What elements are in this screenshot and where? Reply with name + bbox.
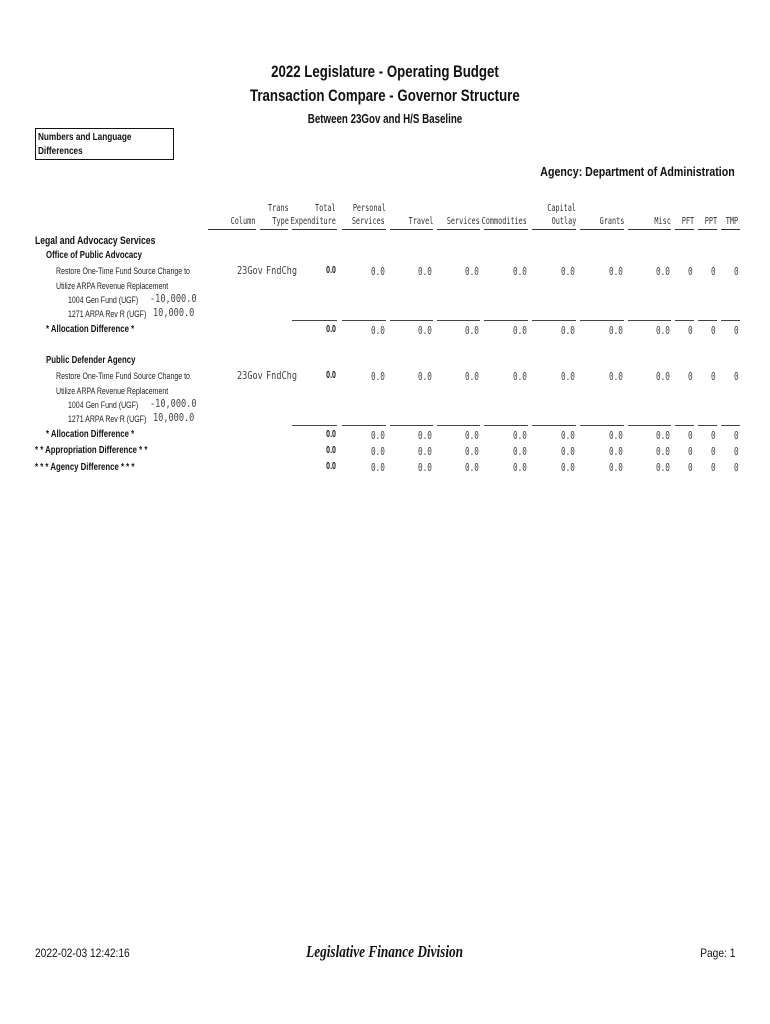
value-cell: 0.0 (418, 445, 432, 458)
trans-type-value: FndChg (266, 369, 298, 382)
col-travel: Travel (408, 216, 433, 227)
value-cell: 0.0 (513, 461, 527, 474)
col-ppt: PPT (704, 216, 717, 227)
transaction-description: Restore One-Time Fund Source Change to (56, 266, 190, 276)
allocation-name: Office of Public Advocacy (46, 250, 142, 261)
value-cell: 0.0 (326, 265, 336, 276)
value-cell: 0 (734, 370, 739, 383)
col-tmp: TMP (725, 216, 738, 227)
subtotal-rule (437, 425, 480, 426)
trans-type-value: FndChg (266, 264, 298, 277)
value-cell: 0 (734, 324, 739, 337)
value-cell: 0 (688, 461, 693, 474)
value-cell: 0.0 (561, 461, 575, 474)
value-cell: 0.0 (609, 461, 623, 474)
value-cell: 0.0 (326, 324, 336, 335)
subtotal-rule (532, 320, 576, 321)
subtotal-rule (628, 425, 671, 426)
value-cell: 0.0 (513, 324, 527, 337)
value-cell: 0.0 (418, 324, 432, 337)
col-capital-1: Capital (547, 203, 576, 214)
value-cell: 0.0 (371, 324, 385, 337)
value-cell: 0.0 (656, 461, 670, 474)
header-underline (342, 229, 386, 230)
value-cell: 0.0 (609, 324, 623, 337)
allocation-difference-label: * Allocation Difference * (46, 324, 135, 335)
value-cell: 0.0 (465, 429, 479, 442)
value-cell: 0.0 (465, 461, 479, 474)
subtotal-rule (484, 425, 528, 426)
col-commodities: Commodities (481, 216, 527, 227)
value-cell: 0 (711, 429, 716, 442)
header-underline (484, 229, 528, 230)
value-cell: 0.0 (326, 370, 336, 381)
header-underline (721, 229, 740, 230)
subtotal-rule (628, 320, 671, 321)
value-cell: 0.0 (609, 429, 623, 442)
value-cell: 0 (711, 265, 716, 278)
value-cell: 0 (734, 265, 739, 278)
allocation-name: Public Defender Agency (46, 355, 136, 366)
value-cell: 0.0 (418, 429, 432, 442)
subtotal-rule (580, 320, 624, 321)
fund-source-amount: 10,000.0 (153, 306, 195, 319)
fund-source-label: 1271 ARPA Rev R (UGF) (68, 414, 147, 424)
fund-source-amount: 10,000.0 (153, 411, 195, 424)
value-cell: 0 (711, 324, 716, 337)
fund-source-amount: -10,000.0 (150, 397, 197, 410)
value-cell: 0.0 (465, 265, 479, 278)
value-cell: 0.0 (513, 445, 527, 458)
value-cell: 0.0 (561, 324, 575, 337)
value-cell: 0.0 (326, 461, 336, 472)
value-cell: 0.0 (465, 370, 479, 383)
value-cell: 0.0 (418, 461, 432, 474)
subtotal-rule (292, 425, 337, 426)
fund-source-label: 1004 Gen Fund (UGF) (68, 400, 139, 410)
header-underline (580, 229, 624, 230)
value-cell: 0 (711, 445, 716, 458)
value-cell: 0.0 (609, 445, 623, 458)
value-cell: 0.0 (418, 265, 432, 278)
subtotal-rule (721, 425, 740, 426)
value-cell: 0.0 (418, 370, 432, 383)
header-underline (208, 229, 256, 230)
value-cell: 0.0 (656, 429, 670, 442)
value-cell: 0 (688, 324, 693, 337)
value-cell: 0.0 (513, 370, 527, 383)
fund-source-label: 1004 Gen Fund (UGF) (68, 295, 139, 305)
value-cell: 0.0 (371, 429, 385, 442)
value-cell: 0.0 (326, 429, 336, 440)
col-pft: PFT (681, 216, 694, 227)
value-cell: 0.0 (513, 429, 527, 442)
transaction-description: Utilize ARPA Revenue Replacement (56, 386, 169, 396)
subtotal-rule (721, 320, 740, 321)
value-cell: 0 (688, 429, 693, 442)
difference-type-box: Numbers and Language Differences (35, 128, 174, 160)
value-cell: 0.0 (513, 265, 527, 278)
value-cell: 0.0 (326, 445, 336, 456)
value-cell: 0.0 (561, 445, 575, 458)
col-total-1: Total (315, 203, 336, 214)
value-cell: 0 (711, 370, 716, 383)
value-cell: 0.0 (371, 445, 385, 458)
page-number: Page: 1 (699, 946, 735, 960)
value-cell: 0 (734, 461, 739, 474)
value-cell: 0.0 (609, 370, 623, 383)
subtotal-rule (342, 320, 386, 321)
appropriation-difference-label: * * Appropriation Difference * * (35, 445, 148, 456)
header-underline (260, 229, 288, 230)
subtotal-rule (292, 320, 337, 321)
value-cell: 0.0 (465, 445, 479, 458)
col-total-2: Expenditure (290, 216, 336, 227)
header-underline (390, 229, 433, 230)
value-cell: 0 (734, 445, 739, 458)
value-cell: 0.0 (656, 265, 670, 278)
value-cell: 0 (734, 429, 739, 442)
value-cell: 0.0 (371, 461, 385, 474)
value-cell: 0.0 (609, 265, 623, 278)
value-cell: 0 (688, 265, 693, 278)
report-comparison: Between 23Gov and H/S Baseline (307, 112, 463, 126)
value-cell: 0.0 (561, 265, 575, 278)
header-underline (437, 229, 480, 230)
division-name: Legislative Finance Division (306, 942, 464, 961)
col-trans-1: Trans (268, 203, 289, 214)
transaction-description: Restore One-Time Fund Source Change to (56, 371, 190, 381)
col-personal-2: Services (352, 216, 385, 227)
col-personal-1: Personal (353, 203, 386, 214)
column-value: 23Gov (237, 264, 263, 277)
subtotal-rule (580, 425, 624, 426)
transaction-description: Utilize ARPA Revenue Replacement (56, 281, 169, 291)
header-underline (532, 229, 576, 230)
subtotal-rule (532, 425, 576, 426)
report-title: 2022 Legislature - Operating Budget (271, 62, 499, 81)
col-trans-2: Type (272, 216, 289, 227)
allocation-difference-label: * Allocation Difference * (46, 429, 135, 440)
value-cell: 0.0 (656, 370, 670, 383)
value-cell: 0 (688, 445, 693, 458)
fund-source-amount: -10,000.0 (150, 292, 197, 305)
fund-source-label: 1271 ARPA Rev R (UGF) (68, 309, 147, 319)
subtotal-rule (675, 425, 694, 426)
section-title: Legal and Advocacy Services (35, 235, 156, 247)
value-cell: 0.0 (371, 265, 385, 278)
agency-difference-label: * * * Agency Difference * * * (35, 462, 135, 473)
value-cell: 0.0 (656, 324, 670, 337)
agency-label: Agency: Department of Administration (540, 165, 735, 179)
subtotal-rule (437, 320, 480, 321)
column-value: 23Gov (237, 369, 263, 382)
report-subtitle: Transaction Compare - Governor Structure (250, 86, 520, 105)
subtotal-rule (698, 425, 717, 426)
subtotal-rule (342, 425, 386, 426)
header-underline (628, 229, 671, 230)
header-underline (292, 229, 337, 230)
value-cell: 0.0 (371, 370, 385, 383)
value-cell: 0.0 (656, 445, 670, 458)
subtotal-rule (698, 320, 717, 321)
value-cell: 0.0 (465, 324, 479, 337)
value-cell: 0 (711, 461, 716, 474)
subtotal-rule (484, 320, 528, 321)
subtotal-rule (390, 425, 433, 426)
report-timestamp: 2022-02-03 12:42:16 (35, 946, 130, 960)
subtotal-rule (390, 320, 433, 321)
col-services: Services (447, 216, 480, 227)
col-misc: Misc (654, 216, 671, 227)
header-underline (675, 229, 694, 230)
value-cell: 0.0 (561, 370, 575, 383)
value-cell: 0 (688, 370, 693, 383)
col-grants: Grants (599, 216, 624, 227)
subtotal-rule (675, 320, 694, 321)
value-cell: 0.0 (561, 429, 575, 442)
header-underline (698, 229, 717, 230)
col-column: Column (230, 216, 255, 227)
col-capital-2: Outlay (551, 216, 576, 227)
